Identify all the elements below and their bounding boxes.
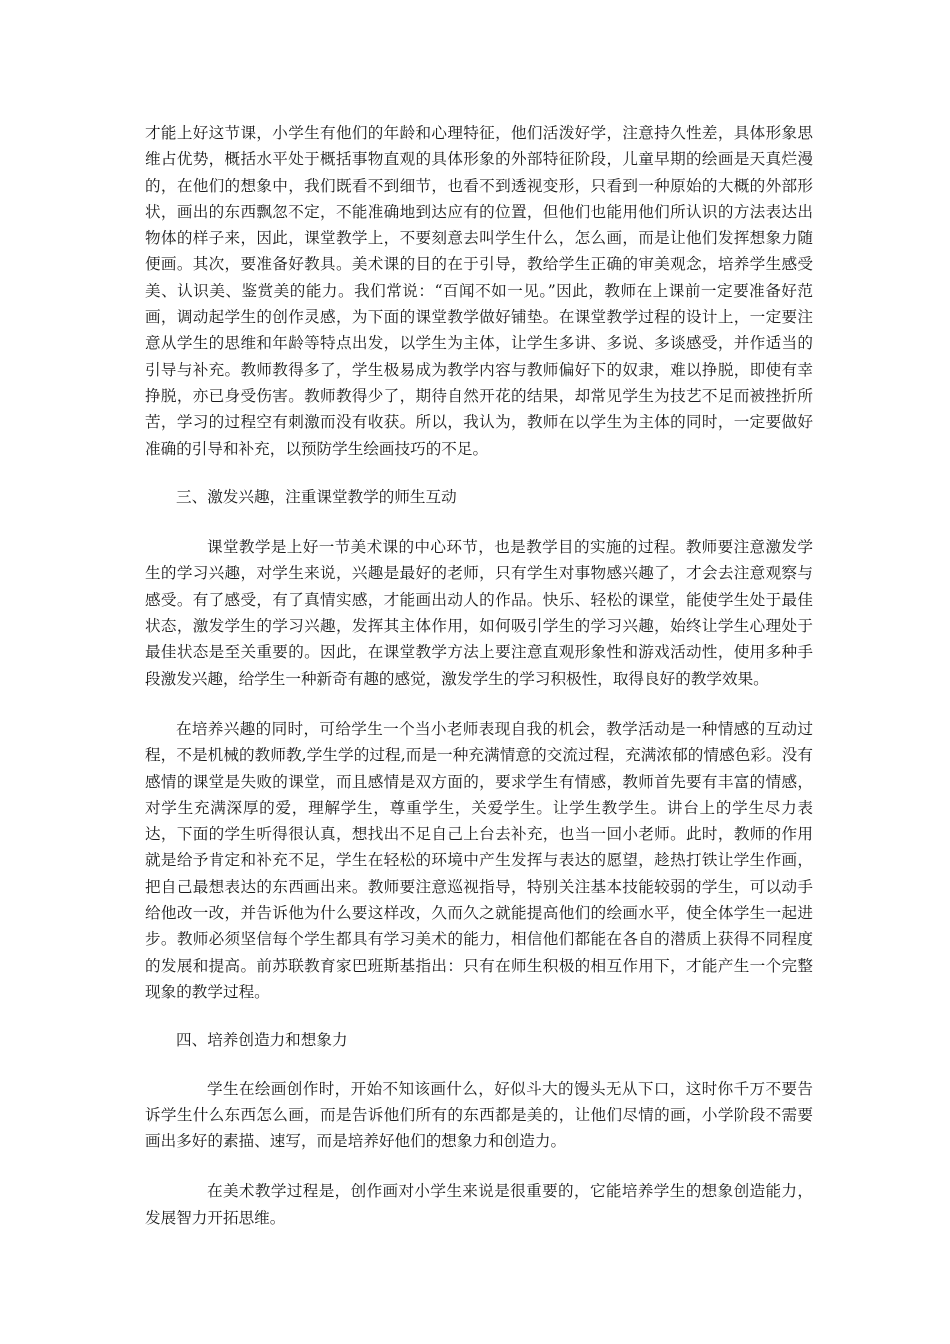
paragraph-spacer	[145, 692, 813, 716]
paragraph-imagination: 在美术教学过程是，创作画对小学生来说是很重要的，它能培养学生的想象创造能力，发展智力开拓思维。	[145, 1182, 813, 1227]
paragraph-spacer	[145, 510, 813, 534]
paragraph-creation: 学生在绘画创作时，开始不知该画什么，好似斗大的馒头无从下口，这时你千万不要告诉学生什么东西怎么画，而是告诉他们所有的东西都是美的，让他们尽情的画，小学阶段不需要画出多好的素描、速写，而是培养好他们的想象力和创造力。	[145, 1079, 813, 1151]
section-heading-3: 三、激发兴趣，注重课堂教学的师生互动	[176, 487, 457, 506]
paragraph-spacer	[145, 1005, 813, 1027]
paragraph-continuation: 才能上好这节课，小学生有他们的年龄和心理特征，他们活泼好学，注意持久性差，具体形象思维占优势，概括水平处于概括事物直观的具体形象的外部特征阶段，儿童早期的绘画是天真烂漫的，在他们的想象中，我们既看不到细节，也看不到透视变形，只看到一种原始的大概的外部形状，画出的东西飘忽不定，不能准确地到达应有的位置，但他们也能用他们所认识的方法表达出物体的样子来，因此，课堂教学上，不要刻意去叫学生什么，怎么画，而是让他们发挥想象力随便画。其次，要准备好教具。美术课的目的在于引导，教给学生正确的审美观念，培养学生感受美、认识美、鉴赏美的能力。我们常说：“百闻不如一见。”因此，教师在上课前一定要准备好范画，调动起学生的创作灵感，为下面的课堂教学做好铺垫。在课堂教学过程的设计上，一定要注意从学生的思维和年龄等特点出发，以学生为主体，让学生多讲、多说、多谈感受，并作适当的引导与补充。教师教得多了，学生极易成为教学内容与教师偏好下的奴隶，难以挣脱，即使有幸挣脱，亦已身受伤害。教师教得少了，期待自然开花的结果，却常见学生为技艺不足而被挫折所苦，学习的过程空有刺激而没有收获。所以，我认为，教师在以学生为主体的同时，一定要做好准确的引导和补充，以预防学生绘画技巧的不足。	[145, 124, 813, 458]
document-page	[145, 120, 813, 1231]
paragraph-spacer	[145, 1054, 813, 1076]
section-heading-4: 四、培养创造力和想象力	[176, 1031, 348, 1050]
paragraph-spacer	[145, 462, 813, 484]
paragraph-student-teacher: 在培养兴趣的同时，可给学生一个当小老师表现自我的机会，教学活动是一种情感的互动过程，不是机械的教师教,学生学的过程,而是一种充满情意的交流过程，充满浓郁的情感色彩。没有感情的课堂是失败的课堂，而且感情是双方面的，要求学生有情感，教师首先要有丰富的情感，对学生充满深厚的爱，理解学生，尊重学生，关爱学生。让学生教学生。讲台上的学生尽力表达，下面的学生听得很认真，想找出不足自己上台去补充，也当一回小老师。此时，教师的作用就是给予肯定和补充不足，学生在轻松的环境中产生发挥与表达的愿望，趁热打铁让学生作画，把自己最想表达的东西画出来。教师要注意巡视指导，特别关注基本技能较弱的学生，可以动手给他改一改，并告诉他为什么要这样改，久而久之就能提高他们的绘画水平，使全体学生一起进步。教师必须坚信每个学生都具有学习美术的能力，相信他们都能在各自的潜质上获得不同程度的发展和提高。前苏联教育家巴班斯基指出：只有在师生积极的相互作用下，才能产生一个完整现象的教学过程。	[145, 719, 813, 1001]
paragraph-classroom-teaching: 课堂教学是上好一节美术课的中心环节，也是教学目的实施的过程。教师要注意激发学生的学习兴趣，对学生来说，兴趣是最好的老师，只有学生对事物感兴趣了，才会去注意观察与感受。有了感受，有了真情实感，才能画出动人的作品。快乐、轻松的课堂，能使学生处于最佳状态，激发学生的学习兴趣，发挥其主体作用，如何吸引学生的学习兴趣，始终让学生心理处于最佳状态是至关重要的。因此，在课堂教学方法上要注意直观形象性和游戏活动性，使用多种手段激发兴趣，给学生一种新奇有趣的感觉，激发学生的学习积极性，取得良好的教学效果。	[145, 538, 813, 688]
paragraph-spacer	[145, 1154, 813, 1178]
